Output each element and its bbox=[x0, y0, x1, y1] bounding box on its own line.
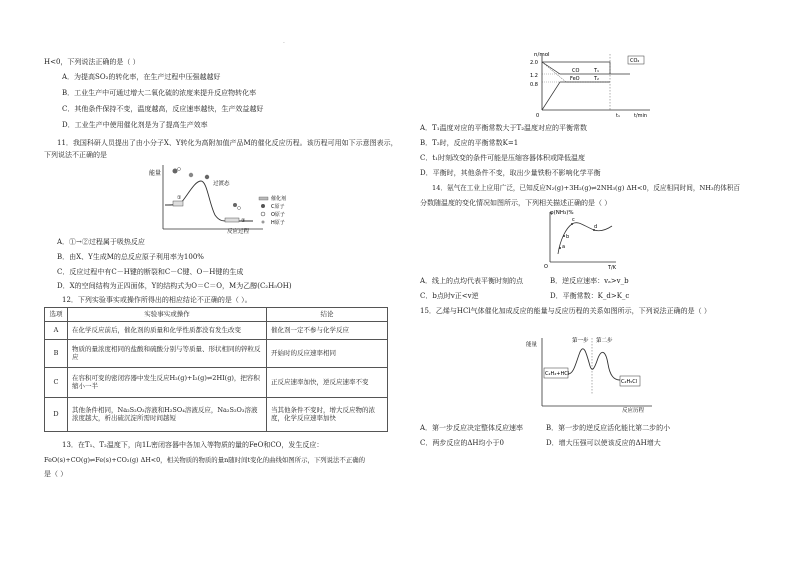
q15-energy-curve bbox=[568, 349, 620, 380]
q13-stem-line2: FeO(s)+CO(g)⇌Fe(s)+CO₂(g) ΔH<0，相关物质的物质的量n随时间t变化的曲线如图所示，下列说法不正确的 bbox=[44, 456, 365, 464]
q15-step2-label: 第二步 bbox=[596, 338, 613, 344]
q11-stem-line1: 11．我国科研人员提出了由小分子X、Y转化为高附加值产品M的催化反应历程。该历程可用如下示意图表示， bbox=[57, 139, 398, 147]
q13-option-b: B．T₂时，反应的平衡常数K=1 bbox=[420, 139, 519, 147]
q10-option-a: A．为提高SO₂的转化率，在生产过程中压强越越好 bbox=[62, 73, 221, 81]
q15-stem: 15．乙烯与HCl气体催化加成反应的能量与反应历程的关系如图所示，下列说法正确的是（ ） bbox=[420, 307, 711, 315]
q13-y-tick-0-8: 0.8 bbox=[530, 82, 538, 88]
q11-option-c: C．反应过程中有C－H键的断裂和C－C键、O－H键的生成 bbox=[57, 268, 244, 276]
q14-option-a: A．线上的点均代表平衡时刻的点 bbox=[420, 277, 524, 285]
q15-step1-label: 第一步 bbox=[572, 338, 589, 344]
q11-y-label: 能量 bbox=[149, 170, 162, 177]
q13-x-tick-t1: t₁ bbox=[616, 113, 620, 119]
q11-molecule-y bbox=[189, 173, 193, 177]
q11-step1-label: ① bbox=[177, 195, 182, 201]
q13-label-co: CO bbox=[572, 68, 580, 74]
table-row bbox=[45, 367, 388, 397]
q12-stem: 12．下列实验事实或操作所得出的相应结论不正确的是（ ）。 bbox=[62, 296, 252, 304]
q15-y-label: 能量 bbox=[526, 342, 538, 348]
q14-stem-line1: 14．氨气在工业上应用广泛，已知反应N₂(g)+3H₂(g)⇌2NH₃(g) ΔH<0，反应相同时间，NH₃的体积百 bbox=[432, 184, 741, 192]
q13-label-t2: T₂ bbox=[594, 76, 600, 82]
q12-row-c-option: C bbox=[45, 367, 68, 397]
q14-point-a bbox=[559, 247, 561, 249]
q13-option-a: A．T₁温度对应的平衡常数大于T₂温度对应的平衡常数 bbox=[420, 124, 588, 132]
table-row bbox=[45, 321, 388, 339]
q11-product-molecule bbox=[233, 203, 237, 207]
q13-stem-line1: 13．在T₁、T₂温度下，向1L密闭容器中各加入等物质的量的FeO和CO，发生反应： bbox=[62, 441, 324, 449]
q10-option-b: B．工业生产中可通过增大二氧化硫的浓度来提升反应物转化率 bbox=[62, 89, 257, 97]
q15-option-c: C．两步反应的ΔH均小于0 bbox=[420, 439, 504, 447]
q15-energy-diagram bbox=[524, 334, 658, 414]
q14-stem-line2: 分数随温度的变化情况如图所示，下列相关描述正确的是（ ） bbox=[420, 199, 612, 207]
q11-legend-catalyst: 催化剂 bbox=[271, 196, 287, 202]
q10-option-c: C．其他条件保持不变，温度越高，反应速率越快，生产效益越好 bbox=[62, 105, 264, 113]
q12-row-d-action: 其他条件相同，Na₂S₂O₃溶液和H₂SO₄溶液反应，Na₂S₂O₃溶液浓度越大，析出硫沉淀所需时间越短 bbox=[68, 397, 267, 431]
q11-legend-h-swatch bbox=[262, 221, 265, 224]
q15-option-a: A．第一步反应决定整体反应速率 bbox=[420, 424, 524, 432]
q14-point-c bbox=[571, 223, 573, 225]
q11-legend-c: C原子 bbox=[271, 204, 285, 210]
q12-table-header-row bbox=[45, 308, 388, 322]
q14-y-label: φ(NH₃)% bbox=[550, 210, 574, 216]
q11-legend-catalyst-swatch bbox=[259, 197, 268, 200]
q14-x-label: T/K bbox=[608, 265, 617, 271]
q13-series-co2 bbox=[542, 82, 610, 110]
q14-option-c: C．b点时v正<v逆 bbox=[420, 292, 479, 300]
q11-option-d: D．X的空间结构为正四面体，Y的结构式为O＝C＝O，M为乙醇(C₂H₅OH) bbox=[57, 282, 292, 290]
q12-row-b-conclusion: 开始时的反应速率相同 bbox=[267, 339, 388, 367]
q12-row-a-conclusion: 催化剂一定不参与化学反应 bbox=[267, 321, 388, 339]
q12-table bbox=[44, 307, 388, 432]
q15-x-label: 反应历程 bbox=[622, 408, 645, 414]
q11-energy-diagram bbox=[143, 163, 303, 235]
q13-label-feo: FeO bbox=[570, 76, 580, 82]
header-mark: · bbox=[283, 40, 285, 47]
q12-header-option: 选项 bbox=[45, 308, 68, 322]
q11-legend-h: H原子 bbox=[271, 220, 285, 226]
q11-legend-o-swatch bbox=[261, 212, 265, 216]
q12-row-d-conclusion: 当其他条件不变时，增大反应物的浓度，化学反应速率加快 bbox=[267, 397, 388, 431]
q14-label-b: b bbox=[566, 234, 570, 240]
q11-molecule-x bbox=[173, 169, 178, 174]
q15-reactant-label: C₂H₄+HCl bbox=[545, 371, 570, 377]
q13-y-tick-2: 2.0 bbox=[530, 60, 538, 66]
q11-x-label: 反应过程 bbox=[227, 229, 250, 235]
q12-header-conclusion: 结论 bbox=[267, 308, 388, 322]
q13-label-co2: CO₂ bbox=[630, 58, 640, 64]
q14-option-b: B．逆反应速率：vₐ>v_b bbox=[550, 277, 629, 285]
q11-catalyst-2 bbox=[225, 218, 239, 222]
q11-legend-o: O原子 bbox=[271, 212, 285, 218]
q13-label-t1: T₁ bbox=[594, 68, 600, 74]
q13-y-tick-1-2: 1.2 bbox=[530, 73, 538, 79]
q13-x-label: t/min bbox=[634, 113, 648, 119]
q12-row-c-conclusion: 正反应速率加快，逆反应速率不变 bbox=[267, 367, 388, 397]
q12-row-a-option: A bbox=[45, 321, 68, 339]
q11-option-a: A．①→②过程属于吸热反应 bbox=[57, 238, 145, 246]
q11-catalyst-1 bbox=[173, 201, 183, 206]
table-row bbox=[45, 397, 388, 431]
q11-legend-c-swatch bbox=[261, 204, 265, 208]
q12-row-b-action: 物质的量浓度相同的盐酸和硫酸分别与等质量、形状相同的锌粒反应 bbox=[68, 339, 267, 367]
q12-header-action: 实验事实或操作 bbox=[68, 308, 267, 322]
q14-label-a: a bbox=[562, 244, 566, 250]
q13-y-label: n/mol bbox=[534, 52, 550, 58]
q13-stem-line3: 是（ ） bbox=[44, 470, 68, 478]
q11-step2-label: ② bbox=[241, 218, 246, 224]
q15-product-label: C₂H₅Cl bbox=[621, 379, 638, 385]
q11-transition-molecule bbox=[205, 175, 209, 179]
q12-row-a-action: 在化学反应前后，催化剂的质量和化学性质都没有发生改变 bbox=[68, 321, 267, 339]
q14-origin: O bbox=[544, 264, 548, 270]
q11-option-b: B．由X、Y生成M的总反应原子利用率为100% bbox=[57, 253, 204, 261]
q13-chart bbox=[530, 50, 670, 120]
q12-row-b-option: B bbox=[45, 339, 68, 367]
q14-chart bbox=[536, 208, 626, 272]
q15-option-d: D．增大压强可以使该反应的ΔH增大 bbox=[546, 439, 661, 447]
q11-ts-label: 过渡态 bbox=[213, 181, 230, 187]
q14-label-d: d bbox=[594, 224, 598, 230]
q13-option-c: C．t₁时刻改变的条件可能是压缩容器体积或降低温度 bbox=[420, 154, 585, 162]
q9-tail-text: H<0，下列说法正确的是（ ） bbox=[44, 58, 140, 66]
q13-option-d: D．平衡时，其他条件不变，取出少量铁粉不影响化学平衡 bbox=[420, 169, 601, 177]
q12-row-c-action: 在容积可变的密闭容器中发生反应H₂(g)+I₂(g)⇌2HI(g)，把容积缩小一半 bbox=[68, 367, 267, 397]
q14-point-b bbox=[563, 235, 565, 237]
q13-series-top bbox=[542, 62, 630, 74]
q12-row-d-option: D bbox=[45, 397, 68, 431]
q10-option-d: D．工业生产中使用催化剂是为了提高生产效率 bbox=[62, 121, 208, 129]
table-row bbox=[45, 339, 388, 367]
q13-x-tick-0: 0 bbox=[536, 113, 540, 119]
q11-stem-line2: 下列说法不正确的是 bbox=[44, 151, 107, 159]
q14-option-d: D．平衡常数：K_d>K_c bbox=[550, 292, 630, 300]
q14-label-c: c bbox=[572, 217, 575, 223]
q15-option-b: B．第一步的逆反应活化能比第二步的小 bbox=[546, 424, 671, 432]
